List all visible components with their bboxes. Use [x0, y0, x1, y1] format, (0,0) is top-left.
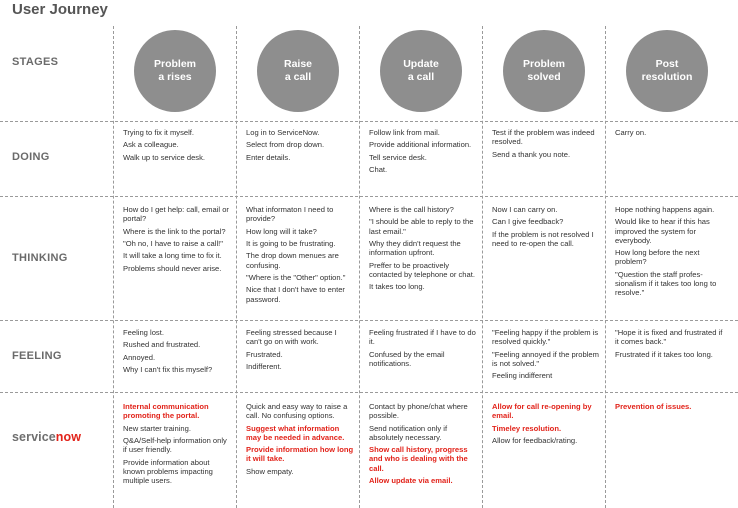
column-divider [359, 26, 360, 508]
opportunity-item: Contact by phone/chat where possible. [369, 402, 468, 421]
feeling-cell [615, 328, 723, 362]
row-divider [0, 121, 738, 122]
journey-note: Enter details. [246, 152, 291, 162]
journey-note: "Oh no, I have to raise a call!" [123, 238, 223, 248]
opportunity-item: Q&A/Self-help information only if user friendly. [123, 435, 227, 455]
journey-note: Rushed and frustrated. [123, 340, 201, 350]
journey-note: Confused by the email notifications. [369, 349, 445, 368]
journey-note: "Feeling annoyed if the problem is not solved." [492, 349, 599, 368]
journey-note: Frustrated. [246, 349, 283, 359]
doing-cell [615, 128, 723, 140]
row-label-thinking: THINKING [12, 252, 68, 264]
feeling-cell [123, 328, 231, 378]
journey-note: Log in to ServiceNow. [246, 128, 320, 137]
journey-note: Walk up to service desk. [123, 152, 206, 162]
journey-note: Feeling indifferent [492, 371, 553, 381]
journey-note: Hope nothing happens again. [615, 205, 715, 214]
opportunity-item: Allow for feedback/rating. [492, 435, 578, 445]
journey-note: Frustrated if it takes too long. [615, 349, 713, 359]
stage-label: Raise a call [283, 58, 313, 83]
column-divider [236, 26, 237, 508]
journey-note: Preffer to be proactively contacted by telephone or chat. [369, 260, 475, 279]
page-title: User Journey [12, 1, 108, 18]
stage-circle [380, 30, 462, 112]
doing-cell [369, 128, 477, 178]
journey-note: Where is the link to the portal? [123, 226, 226, 236]
thinking-cell [615, 205, 723, 301]
stage-label: Problem a rises [153, 58, 196, 83]
opportunity-cell [369, 402, 477, 488]
feeling-cell [246, 328, 354, 374]
servicenow-logo [12, 430, 81, 444]
stage-circle [257, 30, 339, 112]
feeling-cell [369, 328, 477, 371]
opportunity-item: Show empaty. [246, 466, 294, 476]
row-label-feeling: FEELING [12, 350, 62, 362]
journey-note: Select from drop down. [246, 140, 325, 150]
journey-note: Ask a colleague. [123, 140, 179, 150]
opportunity-cell [615, 402, 723, 414]
highlighted-opportunity: Suggest what information may be needed in advance. [246, 423, 345, 442]
journey-note: How do I get help: call, email or portal? [123, 205, 229, 224]
journey-note: Annoyed. [123, 352, 156, 362]
journey-note: Now I can carry on. [492, 205, 558, 214]
highlighted-opportunity: Prevention of issues. [615, 402, 692, 411]
journey-note: How long before the next problem? [615, 248, 700, 267]
doing-cell [246, 128, 354, 165]
thinking-cell [123, 205, 231, 276]
journey-note: Why they didn't request the information upfront. [369, 238, 461, 258]
thinking-cell [369, 205, 477, 295]
journey-note: It is going to be frustrating. [246, 238, 336, 248]
column-divider [113, 26, 114, 508]
journey-note: It will take a long time to fix it. [123, 251, 222, 261]
stage-circle [503, 30, 585, 112]
journey-note: Feeling lost. [123, 328, 164, 337]
journey-note: It takes too long. [369, 282, 425, 292]
journey-note: Feeling stressed because I can't go on with work. [246, 328, 337, 347]
column-divider [482, 26, 483, 508]
journey-note: Tell service desk. [369, 152, 427, 162]
thinking-cell [492, 205, 600, 251]
journey-note: Can I give feedback? [492, 217, 564, 227]
journey-note: Why I can't fix this myself? [123, 365, 213, 375]
opportunity-cell [123, 402, 231, 488]
row-label-stages: STAGES [12, 56, 59, 68]
doing-cell [123, 128, 231, 165]
opportunity-item: Send notification only if absolutely necessary. [369, 423, 448, 442]
highlighted-opportunity: Show call history, progress and who is dealing with the call. [369, 445, 468, 473]
logo-text-main: service [12, 430, 56, 444]
thinking-cell [246, 205, 354, 307]
journey-note: Follow link from mail. [369, 128, 440, 137]
journey-note: Problems should never arise. [123, 263, 222, 273]
stage-label: Update a call [403, 58, 439, 83]
row-divider [0, 392, 738, 393]
journey-note: "Hope it is fixed and frustrated if it comes back." [615, 328, 723, 347]
journey-note: If the problem is not resolved I need to re-open the call. [492, 229, 594, 248]
opportunity-cell [492, 402, 600, 448]
journey-note: "Feeling happy if the problem is resolved quickly." [492, 328, 599, 347]
journey-note: Chat. [369, 165, 388, 175]
journey-note: Indifferent. [246, 361, 282, 371]
journey-note: "Question the staff profes-sionalism if it takes too long to resolve." [615, 269, 717, 298]
row-label-doing: DOING [12, 151, 50, 163]
logo-text-accent: now [55, 430, 82, 444]
journey-note: What informaton I need to provide? [246, 205, 334, 224]
journey-note: Would like to hear if this has improved the system for everybody. [615, 217, 710, 245]
highlighted-opportunity: Internal communication promoting the portal. [123, 402, 209, 421]
stage-label: Post resolution [641, 58, 693, 83]
journey-note: The drop down menues are confusing. [246, 251, 339, 270]
opportunity-cell [246, 402, 354, 479]
journey-note: Nice that I don't have to enter password. [246, 285, 345, 304]
stage-circle [134, 30, 216, 112]
journey-note: Send a thank you note. [492, 149, 571, 159]
opportunity-item: Provide information about known problems impacting multiple users. [123, 457, 213, 485]
journey-note: Trying to fix it myself. [123, 128, 195, 137]
journey-note: Provide additional information. [369, 140, 472, 150]
opportunity-item: Quick and easy way to raise a call. No confusing options. [246, 402, 348, 421]
doing-cell [492, 128, 600, 162]
column-divider [605, 26, 606, 508]
journey-note: "I should be able to reply to the last email." [369, 217, 474, 236]
opportunity-item: New starter training. [123, 423, 191, 433]
journey-note: Test if the problem was indeed resolved. [492, 128, 595, 147]
highlighted-opportunity: Allow update via email. [369, 475, 453, 485]
highlighted-opportunity: Timeley resolution. [492, 423, 562, 433]
stage-label: Problem solved [522, 58, 565, 83]
journey-note: Feeling frustrated if I have to do it. [369, 328, 476, 347]
journey-note: Carry on. [615, 128, 647, 137]
row-divider [0, 196, 738, 197]
row-divider [0, 320, 738, 321]
stage-circle [626, 30, 708, 112]
highlighted-opportunity: Allow for call re-opening by email. [492, 402, 592, 421]
journey-note: "Where is the "Other" option." [246, 272, 346, 282]
highlighted-opportunity: Provide information how long it will take. [246, 445, 354, 464]
journey-note: How long will it take? [246, 226, 317, 236]
journey-note: Where is the call history? [369, 205, 454, 214]
feeling-cell [492, 328, 600, 384]
